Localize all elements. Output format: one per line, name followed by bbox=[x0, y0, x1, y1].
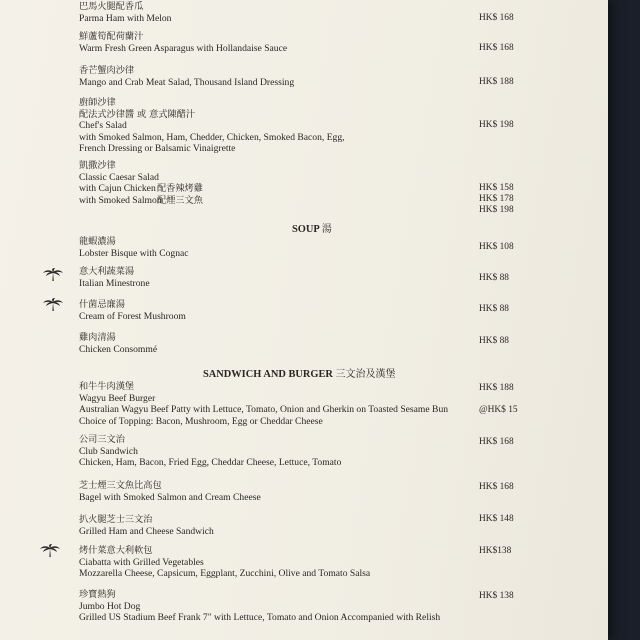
item-price: HK$ 198 bbox=[479, 205, 514, 215]
item-name-en: Lobster Bisque with Cognac bbox=[79, 247, 189, 259]
menu-item-chefs-salad bbox=[79, 97, 599, 155]
menu-item-salmon-bagel bbox=[79, 480, 599, 503]
item-price: HK$ 168 bbox=[479, 437, 514, 447]
menu-item-parma-ham bbox=[79, 1, 599, 24]
item-name-en: Wagyu Beef Burger bbox=[79, 392, 156, 404]
item-desc-en: Chicken, Ham, Bacon, Fried Egg, Cheddar Cheese, Lettuce, Tomato bbox=[79, 457, 342, 469]
item-price: HK$ 168 bbox=[479, 43, 514, 53]
option-zh: 配香辣烤雞 bbox=[157, 183, 203, 195]
menu-item-asparagus bbox=[79, 31, 599, 54]
item-name-en: Club Sandwich bbox=[79, 445, 138, 457]
item-name-zh: 意大利蔬菜湯 bbox=[79, 266, 135, 277]
item-name-en: Chef's Salad bbox=[79, 120, 127, 132]
item-name-en: Grilled Ham and Cheese Sandwich bbox=[79, 525, 214, 537]
menu-item-wagyu-burger bbox=[79, 381, 599, 427]
item-name-zh: 公司三文治 bbox=[79, 434, 125, 445]
item-name-zh: 扒火腿芝士三文治 bbox=[79, 514, 153, 525]
item-name-en: Bagel with Smoked Salmon and Cream Cheese bbox=[79, 491, 261, 503]
item-price: HK$ 178 bbox=[479, 194, 514, 204]
item-name-en: Mango and Crab Meat Salad, Thousand Island Dressing bbox=[79, 76, 295, 88]
item-name-zh: 珍寶熱狗 bbox=[79, 589, 116, 600]
section-title-en: SOUP bbox=[292, 224, 320, 235]
item-desc-en: Choice of Topping: Bacon, Mushroom, Egg or Cheddar Cheese bbox=[79, 415, 323, 427]
menu-item-club-sandwich bbox=[79, 434, 599, 469]
item-desc-en: Grilled US Stadium Beef Frank 7" with Lettuce, Tomato and Onion Accompanied with Relish bbox=[79, 612, 441, 624]
item-name-zh: 烤什菜意大利軟包 bbox=[79, 545, 153, 556]
item-name-zh: 和牛牛肉漢堡 bbox=[79, 381, 135, 392]
item-price: HK$ 138 bbox=[479, 591, 514, 601]
item-name-zh: 香芒蟹肉沙律 bbox=[79, 65, 135, 76]
option-en: with Cajun Chicken bbox=[79, 183, 156, 195]
item-name-en: Parma Ham with Melon bbox=[79, 12, 172, 24]
item-name-zh: 龍蝦濃湯 bbox=[79, 236, 116, 247]
option-en: with Smoked Salmon bbox=[79, 194, 162, 206]
item-name-en: Jumbo Hot Dog bbox=[79, 600, 141, 612]
item-price: HK$ 108 bbox=[479, 242, 514, 252]
menu-item-lobster-bisque bbox=[79, 236, 599, 259]
menu-item-ciabatta bbox=[79, 545, 599, 580]
option-zh: 配煙三文魚 bbox=[157, 194, 203, 206]
item-price: HK$ 188 bbox=[479, 383, 514, 393]
menu-item-mango-crab-salad bbox=[79, 65, 599, 88]
item-desc-en: with Smoked Salmon, Ham, Chedder, Chicken, Smoked Bacon, Egg, bbox=[79, 131, 345, 143]
item-name-zh: 芝士煙三文魚比高包 bbox=[79, 480, 162, 491]
item-price: HK$ 88 bbox=[479, 304, 509, 314]
item-price: HK$ 168 bbox=[479, 13, 514, 23]
item-name-zh: 鮮蘆筍配荷蘭汁 bbox=[79, 31, 144, 42]
palm-tree-icon bbox=[40, 544, 60, 558]
section-title-en: SANDWICH AND BURGER bbox=[203, 369, 333, 380]
item-price: HK$ 188 bbox=[479, 77, 514, 87]
section-header-soup bbox=[292, 224, 332, 236]
topping-price: @HK$ 15 bbox=[479, 405, 518, 415]
item-price: HK$ 88 bbox=[479, 273, 509, 283]
item-price: HK$138 bbox=[479, 546, 512, 556]
item-price: HK$ 158 bbox=[479, 183, 514, 193]
menu-item-ham-cheese-sandwich bbox=[79, 514, 599, 537]
item-name-en: Warm Fresh Green Asparagus with Hollandaise Sauce bbox=[79, 42, 288, 54]
menu-item-caesar-salad bbox=[79, 160, 599, 206]
palm-tree-icon bbox=[43, 298, 63, 312]
item-desc-en: Australian Wagyu Beef Patty with Lettuce, Tomato, Onion and Gherkin on Toasted Sesame Bun bbox=[79, 404, 449, 416]
section-header-sandwich bbox=[203, 369, 396, 381]
item-name-en: Classic Caesar Salad bbox=[79, 171, 159, 183]
menu-item-jumbo-hot-dog bbox=[79, 589, 599, 624]
item-name-zh: 廚師沙律 bbox=[79, 97, 116, 108]
section-title-zh: 三文治及漢堡 bbox=[335, 369, 396, 380]
item-name-en: Italian Minestrone bbox=[79, 277, 150, 289]
section-title-zh: 湯 bbox=[321, 224, 332, 235]
menu-item-italian-minestrone bbox=[79, 266, 599, 289]
item-name-zh: 什菌忌廉湯 bbox=[79, 299, 125, 310]
item-name-en: Chicken Consommé bbox=[79, 343, 158, 355]
item-desc-en: Mozzarella Cheese, Capsicum, Eggplant, Zucchini, Olive and Tomato Salsa bbox=[79, 568, 371, 580]
item-name-en: Cream of Forest Mushroom bbox=[79, 310, 186, 322]
item-option bbox=[79, 183, 599, 195]
item-price: HK$ 148 bbox=[479, 514, 514, 524]
item-price: HK$ 168 bbox=[479, 482, 514, 492]
menu-item-chicken-consomme bbox=[79, 332, 599, 355]
item-name-zh: 巴馬火腿配香瓜 bbox=[79, 1, 144, 12]
item-price: HK$ 198 bbox=[479, 120, 514, 130]
item-name-en: Ciabatta with Grilled Vegetables bbox=[79, 556, 204, 568]
item-desc-en: French Dressing or Balsamic Vinaigrette bbox=[79, 143, 236, 155]
menu-item-forest-mushroom bbox=[79, 299, 599, 322]
item-name-zh: 雞肉清湯 bbox=[79, 332, 116, 343]
item-dressing-zh: 配法式沙律醬 或 意式陳醋汁 bbox=[79, 108, 196, 120]
palm-tree-icon bbox=[43, 268, 63, 282]
item-name-zh: 凱撒沙律 bbox=[79, 160, 116, 171]
item-option bbox=[79, 195, 599, 207]
item-price: HK$ 88 bbox=[479, 336, 509, 346]
